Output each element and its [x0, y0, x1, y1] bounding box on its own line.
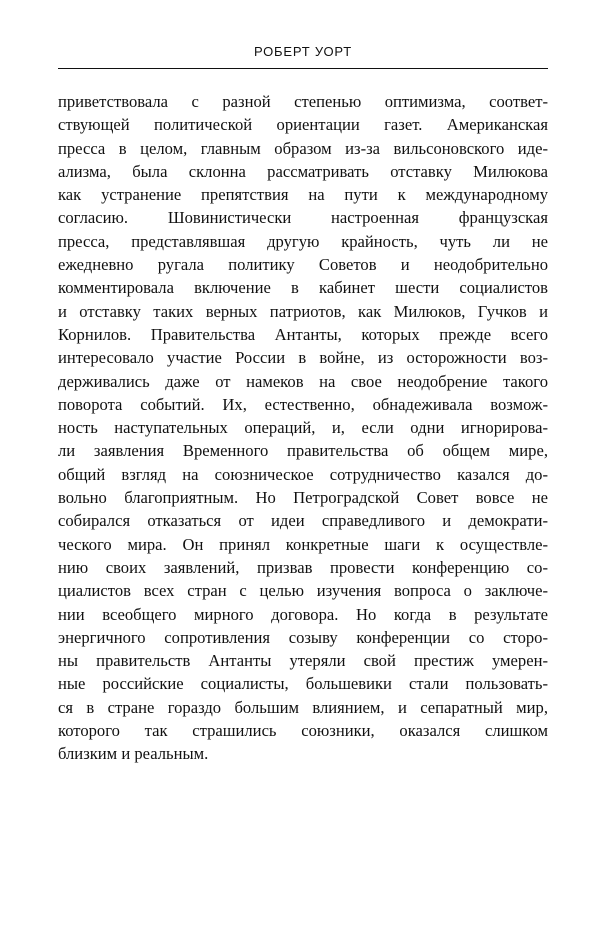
text-line: и отставку таких верных патриотов, как Милюков, Гучков и: [58, 301, 548, 321]
text-line: нии всеобщего мирного договора. Но когда в результате: [58, 604, 548, 624]
text-line: энергичного сопротивления созыву конференции со сторо-: [58, 627, 548, 647]
text-line: как устранение препятствия на пути к международному: [58, 185, 548, 205]
text-line: пресса в целом, главным образом из-за вильсоновского иде-: [58, 138, 548, 158]
text-line: циалистов всех стран с целью изучения вопроса о заключе-: [58, 581, 548, 601]
text-line: ежедневно ругала политику Советов и неодобрительно: [58, 255, 548, 275]
text-line: интересовало участие России в войне, из осторожности воз-: [58, 348, 548, 368]
text-line: собирался отказаться от идеи справедливого и демократи-: [58, 511, 548, 531]
body-paragraph: [58, 90, 548, 766]
text-line: ны правительств Антанты утеряли свой престиж умерен-: [58, 651, 548, 671]
text-line: нию своих заявлений, призвав провести конференцию со-: [58, 557, 548, 577]
text-line: ся в стране гораздо большим влиянием, и сепаратный мир,: [58, 697, 548, 717]
text-line: согласию. Шовинистически настроенная французская: [58, 208, 548, 228]
text-line: которого так страшились союзники, оказался слишком: [58, 721, 548, 741]
text-line: ствующей политической ориентации газет. Американская: [58, 115, 548, 135]
text-line: приветствовала с разной степенью оптимизма, соответ-: [58, 92, 548, 111]
text-line: комментировала включение в кабинет шести социалистов: [58, 278, 548, 298]
text-line: ли заявления Временного правительства об общем мире,: [58, 441, 548, 461]
text-line: ализма, была склонна рассматривать отставку Милюкова: [58, 161, 548, 181]
running-head: РОБЕРТ УОРТ: [253, 44, 353, 59]
text-line: ческого мира. Он принял конкретные шаги к осуществле-: [58, 534, 548, 554]
header-rule: [58, 68, 548, 69]
text-line: общий взгляд на союзническое сотрудничество казался до-: [58, 464, 548, 484]
text-line: ные российские социалисты, большевики стали пользовать-: [58, 674, 548, 694]
text-line: держивались даже от намеков на свое неодобрение такого: [58, 371, 548, 391]
text-line: вольно благоприятным. Но Петроградской Совет вовсе не: [58, 488, 548, 508]
text-line: ность наступательных операций, и, если одни игнорирова-: [58, 418, 548, 438]
text-line: Корнилов. Правительства Антанты, которых прежде всего: [58, 324, 548, 344]
text-line: поворота событий. Их, естественно, обнадеживала возмож-: [58, 394, 548, 414]
text-line: пресса, представлявшая другую крайность, чуть ли не: [58, 231, 548, 251]
text-line-last: близким и реальным.: [58, 744, 209, 764]
